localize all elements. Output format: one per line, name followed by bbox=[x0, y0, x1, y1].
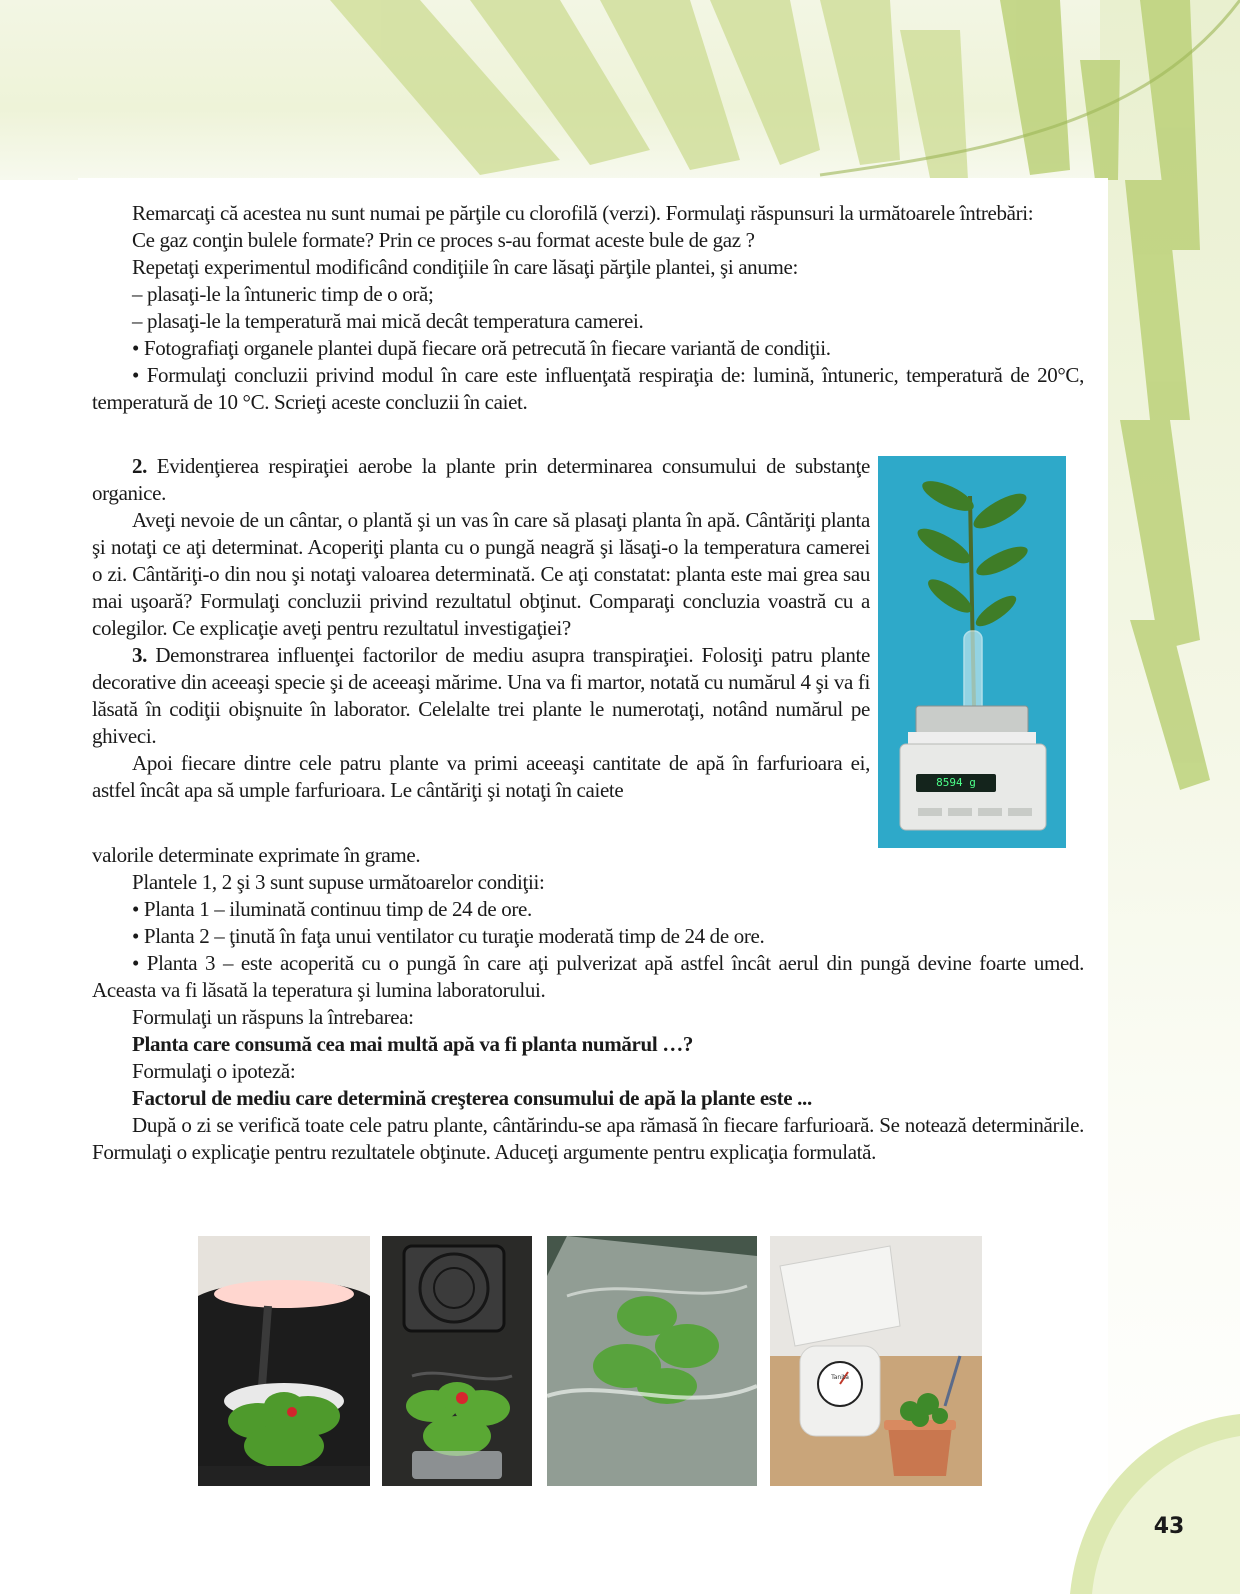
bullet-photograph: • Fotografiaţi organele plantei după fiecare oră petrecută în fiecare variantă de condiţii. bbox=[132, 336, 831, 360]
experiment-3-heading bbox=[92, 642, 870, 750]
bullet-plant-1: • Planta 1 – iluminată continuu timp de 24 de ore. bbox=[132, 897, 532, 921]
page-number: 43 bbox=[1153, 1514, 1185, 1539]
paragraph-question-bold: Planta care consumă cea mai multă apă va fi planta numărul …? bbox=[132, 1032, 694, 1056]
bullet-plant-2: • Planta 2 – ţinută în faţa unui ventilator cu turaţie moderată timp de 24 de ore. bbox=[132, 924, 765, 948]
paragraph-conditions-intro: Plantele 1, 2 şi 3 sunt supuse următoarelor condiţii: bbox=[132, 870, 545, 894]
paragraph-intro: Remarcaţi că acestea nu sunt numai pe părţile cu clorofilă (verzi). Formulaţi răspunsuri la următoarele întrebări: bbox=[132, 201, 1034, 225]
bottom-text-block bbox=[92, 842, 1084, 1166]
paragraph-repeat: Repetaţi experimentul modificând condiţiile în care lăsaţi părţile plantei, şi anume: bbox=[132, 255, 798, 279]
experiment-2-number: 2. bbox=[132, 454, 148, 478]
plant-on-scale-photo bbox=[878, 456, 1066, 848]
list-item-cold: – plasaţi-le la temperatură mai mică decât temperatura camerei. bbox=[132, 309, 644, 333]
scale-display-readout: 8594 g bbox=[936, 776, 976, 789]
paragraph-question: Ce gaz conţin bulele formate? Prin ce proces s-au format aceste bule de gaz ? bbox=[132, 228, 755, 252]
bullet-conclusions: • Formulaţi concluzii privind modul în care este influenţată respiraţia de: lumină, întuneric, temperatură de 20°C, temperatură de 10 °C. Scrieţi aceste concluzii în caiet. bbox=[92, 363, 1084, 414]
experiment-text-block bbox=[92, 453, 870, 804]
plant-with-fan-photo bbox=[382, 1236, 532, 1486]
paragraph-continuation: valorile determinate exprimate în grame. bbox=[92, 843, 421, 867]
plant-in-bag-photo bbox=[547, 1236, 757, 1486]
paragraph-question-intro: Formulaţi un răspuns la întrebarea: bbox=[132, 1005, 414, 1029]
plant-under-lamp-photo bbox=[198, 1236, 370, 1486]
experiment-2-body: Aveţi nevoie de un cântar, o plantă şi un vas în care să plasaţi planta în apă. Cântăriţi planta şi notaţi ce aţi determinat. Acoperiţi planta cu o pungă neagră şi lăsaţi-o la temperatura camerei o zi. Cântăriţi-o din nou şi notaţi valoarea determinată. Ce aţi constatat: planta este mai grea sau mai uşoară? Formulaţi concluzii privind rezultatul obţinut. Comparaţi concluzia voastră cu a colegilor. Ce explicaţie aveţi pentru rezultatul investigaţiei? bbox=[92, 508, 870, 640]
experiment-3-body: Apoi fiecare dintre cele patru plante va primi aceeaşi cantitate de apă în farfurioara ei, astfel încât apa să umple farfurioara. Le cântăriţi şi notaţi în caiete bbox=[92, 751, 870, 802]
kitchen-scale-brand: Tanita bbox=[831, 1374, 849, 1381]
bullet-plant-3: • Planta 3 – este acoperită cu o pungă în care aţi pulverizat apă astfel încât aerul din pungă devine foarte umed. Aceasta va fi lăsată la teperatura şi lumina laboratorului. bbox=[92, 951, 1084, 1002]
top-text-block bbox=[92, 200, 1084, 416]
experiment-2-title: Evidenţierea respiraţiei aerobe la plante prin determinarea consumului de substanţe organice. bbox=[92, 454, 870, 505]
experiment-3-number: 3. bbox=[132, 643, 148, 667]
experiment-2-heading bbox=[92, 453, 870, 507]
paragraph-hypothesis-intro: Formulaţi o ipoteză: bbox=[132, 1059, 296, 1083]
paragraph-hypothesis-bold: Factorul de mediu care determină creşterea consumului de apă la plante este ... bbox=[132, 1086, 812, 1110]
experiment-3-title: Demonstrarea influenţei factorilor de mediu asupra transpiraţiei. Folosiţi patru plante decorative din aceeaşi specie şi de aceeaşi mărime. Una va fi martor, notată cu numărul 4 şi va fi lăsată în codiţii obişnuite în laborator. Celelalte trei plante le numerotaţi, notând numărul pe ghiveci. bbox=[92, 643, 870, 748]
kitchen-scale-and-pot-photo bbox=[770, 1236, 982, 1486]
list-item-dark: – plasaţi-le la întuneric timp de o oră; bbox=[132, 282, 434, 306]
paragraph-conclusion: După o zi se verifică toate cele patru plante, cântărindu-se apa rămasă în fiecare farfurioară. Se notează determinările. Formulaţi o explicaţie pentru rezultatele obţinute. Aduceţi argumente pentru explicaţia formulată. bbox=[92, 1113, 1084, 1164]
